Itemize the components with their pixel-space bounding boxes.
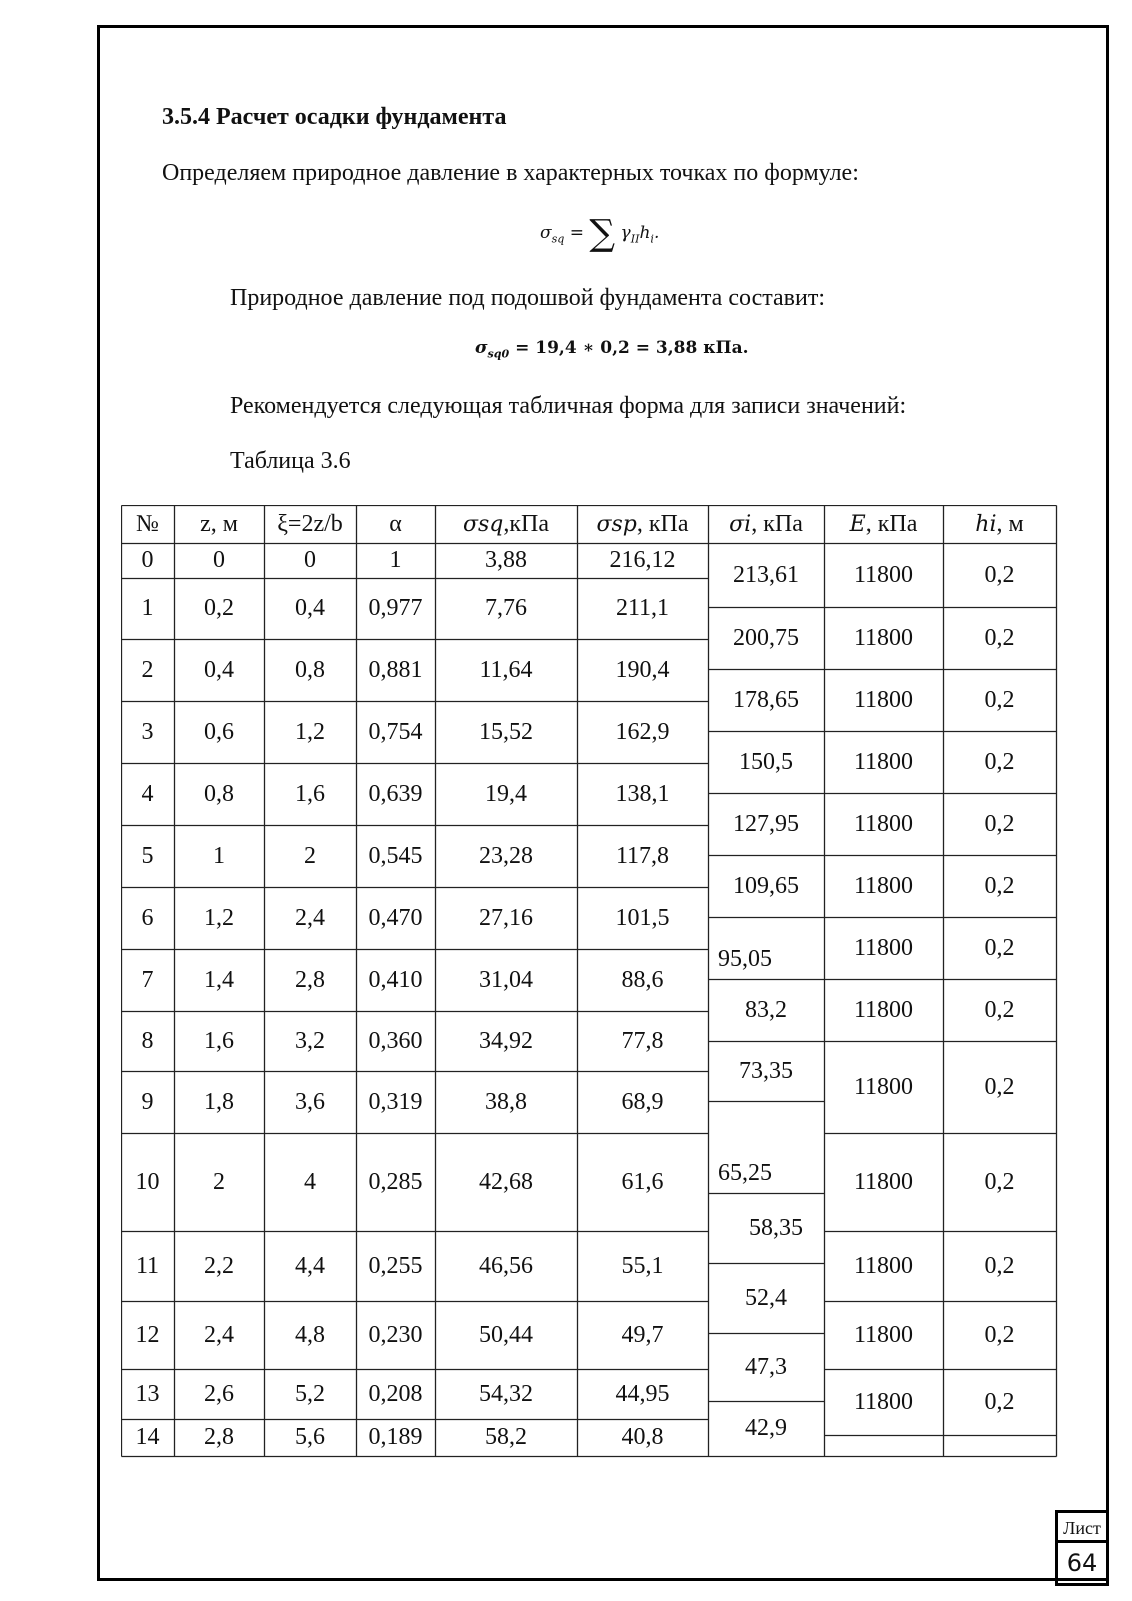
- alpha-value: 0,881: [368, 656, 423, 683]
- sum-symbol: ∑: [589, 213, 616, 254]
- h-i-value: 0,2: [984, 561, 1015, 588]
- sigma-i-value: 47,3: [745, 1353, 787, 1380]
- formula2-sigma: σ: [475, 338, 488, 358]
- xi-value: 1,2: [295, 718, 325, 745]
- sigma-sp-value: 88,6: [621, 966, 664, 993]
- sigma-i-value: 109,65: [733, 872, 799, 899]
- xi-value: 0,4: [295, 595, 325, 621]
- sigma-i-value: 127,95: [733, 810, 799, 837]
- row-num: 5: [141, 842, 154, 869]
- formula1-sigma: σ: [540, 223, 552, 243]
- sigma-i-value: 65,25: [718, 1160, 772, 1186]
- z-value: 2: [213, 1168, 225, 1195]
- sigma-sp-value: 190,4: [615, 656, 670, 683]
- sigma-sp-value: 61,6: [621, 1168, 664, 1195]
- header-z: z, м: [200, 510, 238, 537]
- sigma-sq-value: 27,16: [479, 904, 533, 931]
- alpha-value: 0,470: [368, 904, 423, 931]
- sheet-number: 64: [1066, 1549, 1098, 1577]
- header-sigma-sp: σ sp , кПа: [596, 510, 689, 537]
- e-modulus-value: 11800: [853, 1252, 914, 1279]
- formula1-gamma: γ: [620, 223, 631, 243]
- formula1-end: .: [653, 223, 660, 243]
- z-value: 2,8: [204, 1424, 234, 1450]
- row-num: 2: [141, 656, 154, 683]
- header-sigma-sq: σ sq ,кПа: [462, 510, 550, 537]
- sigma-sq-value: 23,28: [479, 842, 533, 869]
- h-i-value: 0,2: [984, 1073, 1015, 1100]
- sigma-sq-value: 38,8: [485, 1088, 527, 1115]
- sigma-sq-value: 31,04: [479, 966, 533, 993]
- sigma-sp-value: 68,9: [621, 1088, 664, 1115]
- sigma-sp-value: 77,8: [621, 1027, 664, 1054]
- row-num: 0: [141, 547, 154, 573]
- sigma-sq-value: 19,4: [485, 780, 527, 807]
- z-value: 0,4: [204, 656, 234, 683]
- alpha-value: 0,285: [368, 1168, 423, 1195]
- sigma-i-value: 83,2: [745, 996, 787, 1023]
- xi-value: 2,8: [295, 966, 325, 993]
- h-i-value: 0,2: [984, 1388, 1015, 1415]
- sigma-sq-value: 34,92: [479, 1027, 533, 1054]
- alpha-value: 0,319: [368, 1088, 423, 1115]
- sigma-sp-value: 138,1: [615, 780, 670, 807]
- xi-value: 5,2: [295, 1380, 325, 1407]
- sigma-sp-value: 55,1: [621, 1252, 664, 1279]
- sigma-sq-value: 42,68: [479, 1168, 533, 1195]
- e-modulus-value: 11800: [853, 1168, 914, 1195]
- row-num: 7: [141, 966, 154, 993]
- sigma-sp-value: 44,95: [615, 1380, 670, 1407]
- e-modulus-value: 11800: [853, 872, 914, 899]
- row-num: 4: [141, 780, 154, 807]
- header-e-modulus: E , кПа: [849, 510, 918, 537]
- formula-base-pressure: [475, 338, 749, 360]
- sigma-i-value: 73,35: [739, 1057, 793, 1084]
- paragraph-table-intro: Рекомендуется следующая табличная форма для записи значений:: [230, 393, 907, 419]
- formula1-sigma-sub: sq: [551, 232, 565, 246]
- sigma-sp-value: 211,1: [615, 595, 670, 621]
- formula1-h-sub: i: [650, 232, 654, 246]
- e-modulus-value: 11800: [853, 1073, 914, 1100]
- alpha-value: 0,189: [368, 1424, 423, 1450]
- sigma-sp-value: 117,8: [615, 842, 670, 869]
- h-i-value: 0,2: [984, 748, 1015, 775]
- xi-value: 0,8: [295, 656, 325, 683]
- sigma-i-value: 178,65: [733, 686, 799, 713]
- h-i-value: 0,2: [984, 810, 1015, 837]
- header-h-i: h i , м: [975, 510, 1024, 537]
- alpha-value: 0,230: [368, 1321, 423, 1348]
- xi-value: 4: [304, 1168, 316, 1195]
- xi-value: 4,4: [295, 1252, 325, 1279]
- e-modulus-value: 11800: [853, 624, 914, 651]
- xi-value: 3,2: [295, 1027, 325, 1054]
- h-i-value: 0,2: [984, 1168, 1015, 1195]
- row-num: 14: [135, 1424, 160, 1450]
- h-i-value: 0,2: [984, 996, 1015, 1023]
- header-alpha: α: [389, 510, 402, 537]
- row-num: 11: [135, 1252, 160, 1279]
- sigma-sq-value: 3,88: [485, 547, 527, 573]
- formula-natural-pressure: $\sigma_{sq}$ = ∑ $\gamma_{II}h_i$.: [540, 213, 660, 254]
- formula1-h: h: [639, 223, 651, 243]
- z-value: 1,4: [204, 966, 234, 993]
- e-modulus-value: 11800: [853, 561, 914, 588]
- sigma-sq-value: 54,32: [479, 1380, 533, 1407]
- xi-value: 5,6: [295, 1424, 325, 1450]
- sigma-sq-value: 7,76: [485, 595, 527, 621]
- z-value: 0,2: [204, 595, 234, 621]
- sigma-i-value: 213,61: [733, 561, 799, 588]
- row-num: 9: [141, 1088, 154, 1115]
- e-modulus-value: 11800: [853, 1321, 914, 1348]
- sheet-number-box: [1055, 1510, 1109, 1586]
- alpha-value: 0,545: [368, 842, 423, 869]
- formula2-sigma-sub: sq0: [487, 347, 510, 361]
- row-num: 8: [141, 1027, 154, 1054]
- row-num: 12: [135, 1321, 160, 1348]
- alpha-value: 0,977: [368, 595, 423, 621]
- alpha-value: 0,255: [368, 1252, 423, 1279]
- h-i-value: 0,2: [984, 1321, 1015, 1348]
- paragraph-base-pressure: Природное давление под подошвой фундамента составит:: [230, 285, 825, 311]
- z-value: 0,6: [204, 718, 234, 745]
- xi-value: 1,6: [295, 780, 325, 807]
- table-caption: Таблица 3.6: [230, 448, 351, 474]
- h-i-value: 0,2: [984, 686, 1015, 713]
- alpha-value: 0,410: [368, 966, 423, 993]
- z-value: 1: [213, 842, 225, 869]
- e-modulus-value: 11800: [853, 996, 914, 1023]
- alpha-value: 0,208: [368, 1380, 423, 1407]
- z-value: 1,2: [204, 904, 234, 931]
- header-sigma-i: σ i , кПа: [729, 510, 803, 537]
- sigma-i-value: 42,9: [745, 1415, 787, 1441]
- z-value: 0,8: [204, 780, 234, 807]
- z-value: 2,4: [204, 1321, 234, 1348]
- xi-value: 4,8: [295, 1321, 325, 1348]
- sigma-sp-value: 162,9: [615, 718, 670, 745]
- section-heading: 3.5.4 Расчет осадки фундамента: [162, 104, 507, 130]
- settlement-table: [121, 505, 1083, 1495]
- header-xi: ξ=2z/b: [277, 510, 343, 537]
- sheet-label: Лист: [1058, 1513, 1106, 1543]
- row-num: 3: [141, 718, 154, 745]
- xi-value: 2: [304, 842, 316, 869]
- paragraph-intro: Определяем природное давление в характерных точках по формуле:: [162, 160, 859, 186]
- alpha-value: 0,360: [368, 1027, 423, 1054]
- h-i-value: 0,2: [984, 624, 1015, 651]
- sigma-sq-value: 50,44: [479, 1321, 533, 1348]
- sigma-sp-value: 40,8: [621, 1424, 664, 1450]
- z-value: 0: [213, 547, 225, 573]
- h-i-value: 0,2: [984, 872, 1015, 899]
- sigma-sq-value: 15,52: [479, 718, 533, 745]
- z-value: 1,6: [204, 1027, 234, 1054]
- alpha-value: 1: [389, 547, 402, 573]
- xi-value: 0: [304, 547, 316, 573]
- sigma-sp-value: 49,7: [621, 1321, 664, 1348]
- row-num: 6: [141, 904, 154, 931]
- alpha-value: 0,639: [368, 780, 423, 807]
- formula2-expression: = 19,4 ∗ 0,2 = 3,88: [509, 338, 704, 358]
- formula2-unit: кПа.: [703, 338, 749, 358]
- h-i-value: 0,2: [984, 1252, 1015, 1279]
- e-modulus-value: 11800: [853, 810, 914, 837]
- e-modulus-value: 11800: [853, 686, 914, 713]
- xi-value: 3,6: [295, 1088, 325, 1115]
- sigma-i-value: 95,05: [718, 946, 772, 972]
- row-num: 10: [135, 1168, 160, 1195]
- h-i-value: 0,2: [984, 934, 1015, 961]
- row-num: 13: [135, 1380, 160, 1407]
- z-value: 2,2: [204, 1252, 234, 1279]
- formula1-gamma-sub: II: [630, 232, 640, 246]
- alpha-value: 0,754: [368, 718, 423, 745]
- xi-value: 2,4: [295, 904, 325, 931]
- sigma-sq-value: 58,2: [485, 1424, 527, 1450]
- sigma-i-value: 150,5: [739, 748, 793, 775]
- row-num: 1: [141, 595, 154, 621]
- sigma-sq-value: 11,64: [479, 656, 533, 683]
- e-modulus-value: 11800: [853, 748, 914, 775]
- sigma-sp-value: 216,12: [609, 547, 676, 573]
- sigma-sp-value: 101,5: [615, 904, 670, 931]
- z-value: 2,6: [204, 1380, 234, 1407]
- sigma-i-value: 58,35: [749, 1214, 803, 1241]
- sigma-i-value: 52,4: [745, 1284, 787, 1311]
- e-modulus-value: 11800: [853, 1388, 914, 1415]
- header-num: №: [136, 510, 159, 537]
- sigma-i-value: 200,75: [733, 624, 799, 651]
- e-modulus-value: 11800: [853, 934, 914, 961]
- z-value: 1,8: [204, 1088, 234, 1115]
- sigma-sq-value: 46,56: [479, 1252, 533, 1279]
